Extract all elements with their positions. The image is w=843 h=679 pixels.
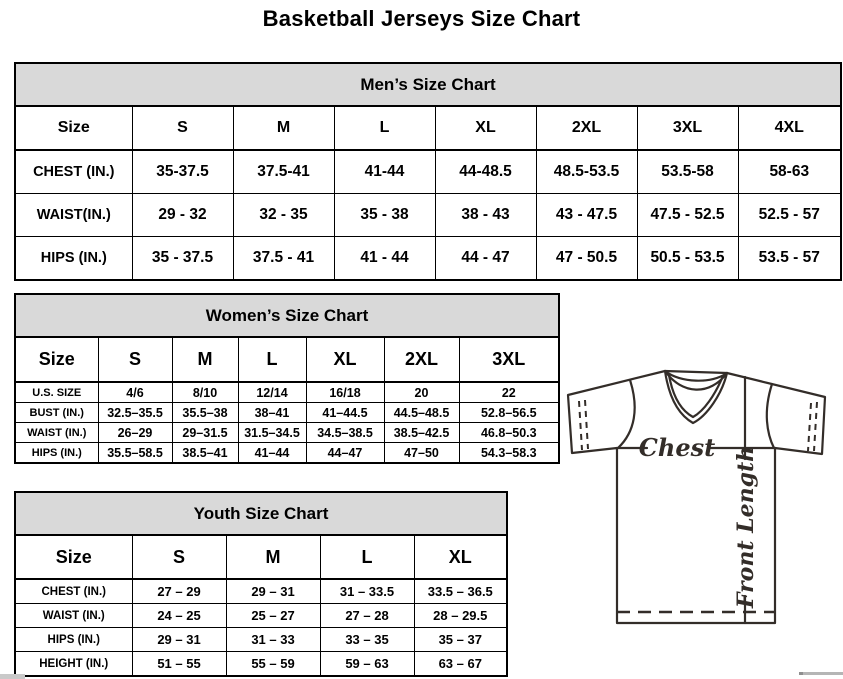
womens-col-header-6: 3XL [459,337,559,382]
mens-cell: 32 - 35 [233,194,334,237]
mens-cell: 29 - 32 [132,194,233,237]
mens-row-label-2: HIPS (IN.) [15,237,132,281]
womens-row-2 [15,423,559,443]
youth-row-1 [15,604,507,628]
youth-cell: 27 – 28 [320,604,414,628]
mens-cell: 35 - 37.5 [132,237,233,281]
youth-cell: 31 – 33 [226,628,320,652]
womens-cell: 38–41 [238,403,306,423]
womens-row-0 [15,382,559,403]
mens-row-1 [15,194,841,237]
mens-cell: 50.5 - 53.5 [637,237,738,281]
mens-cell: 58-63 [738,150,841,194]
womens-caption-row [15,294,559,337]
mens-row-label-0: CHEST (IN.) [15,150,132,194]
womens-cell: 20 [384,382,459,403]
right-cuff-dashed-line [814,402,817,451]
womens-cell: 52.8–56.5 [459,403,559,423]
womens-cell: 22 [459,382,559,403]
youth-header-row [15,535,507,579]
youth-row-label-3: HEIGHT (IN.) [15,652,132,677]
womens-col-header-5: 2XL [384,337,459,382]
mens-cell: 53.5-58 [637,150,738,194]
womens-cell: 44–47 [306,443,384,464]
womens-cell: 31.5–34.5 [238,423,306,443]
mens-cell: 47 - 50.5 [536,237,637,281]
womens-col-header-0: Size [15,337,98,382]
mens-cell: 38 - 43 [435,194,536,237]
youth-cell: 27 – 29 [132,579,226,604]
youth-cell: 55 – 59 [226,652,320,677]
womens-col-header-3: L [238,337,306,382]
mens-cell: 37.5-41 [233,150,334,194]
womens-col-header-2: M [172,337,238,382]
womens-cell: 12/14 [238,382,306,403]
youth-size-chart-table [14,491,508,677]
left-armhole-seam [618,380,635,448]
youth-cell: 24 – 25 [132,604,226,628]
mens-cell: 47.5 - 52.5 [637,194,738,237]
womens-cell: 38.5–41 [172,443,238,464]
youth-cell: 33 – 35 [320,628,414,652]
youth-cell: 29 – 31 [226,579,320,604]
mens-cell: 53.5 - 57 [738,237,841,281]
mens-cell: 35 - 38 [334,194,435,237]
mens-cell: 44-48.5 [435,150,536,194]
womens-cell: 34.5–38.5 [306,423,384,443]
left-cuff-dashed-line [585,400,588,449]
youth-col-header-1: S [132,535,226,579]
youth-col-header-3: L [320,535,414,579]
womens-cell: 8/10 [172,382,238,403]
womens-row-1 [15,403,559,423]
youth-cell: 51 – 55 [132,652,226,677]
mens-col-header-2: M [233,106,334,150]
youth-caption-row [15,492,507,535]
youth-chart-title: Youth Size Chart [15,492,507,535]
womens-row-label-0: U.S. SIZE [15,382,98,403]
mens-row-0 [15,150,841,194]
womens-cell: 29–31.5 [172,423,238,443]
mens-col-header-7: 4XL [738,106,841,150]
womens-size-chart-table [14,293,560,464]
jersey-measurement-diagram [558,362,838,632]
womens-cell: 32.5–35.5 [98,403,172,423]
mens-header-row [15,106,841,150]
mens-cell: 43 - 47.5 [536,194,637,237]
youth-col-header-2: M [226,535,320,579]
mens-row-2 [15,237,841,281]
horizontal-scrollbar-fragment-left[interactable] [0,674,25,679]
jersey-outline [568,371,825,623]
youth-cell: 28 – 29.5 [414,604,507,628]
youth-row-label-1: WAIST (IN.) [15,604,132,628]
womens-cell: 41–44.5 [306,403,384,423]
right-cuff-dashed-line [808,403,811,451]
womens-cell: 44.5–48.5 [384,403,459,423]
mens-col-header-3: L [334,106,435,150]
womens-row-3 [15,443,559,464]
youth-cell: 63 – 67 [414,652,507,677]
youth-row-2 [15,628,507,652]
mens-col-header-6: 3XL [637,106,738,150]
horizontal-scrollbar-fragment-right[interactable] [799,672,843,675]
front-length-label: Front Length [733,445,759,609]
womens-cell: 26–29 [98,423,172,443]
womens-cell: 16/18 [306,382,384,403]
mens-col-header-0: Size [15,106,132,150]
youth-col-header-4: XL [414,535,507,579]
womens-row-label-2: WAIST (IN.) [15,423,98,443]
womens-col-header-1: S [98,337,172,382]
womens-row-label-1: BUST (IN.) [15,403,98,423]
womens-cell: 41–44 [238,443,306,464]
womens-cell: 35.5–38 [172,403,238,423]
left-cuff-dashed-line [579,401,582,450]
chest-label: Chest [638,433,716,462]
youth-cell: 33.5 – 36.5 [414,579,507,604]
right-armhole-seam [767,384,774,448]
youth-cell: 59 – 63 [320,652,414,677]
womens-cell: 46.8–50.3 [459,423,559,443]
mens-chart-title: Men’s Size Chart [15,63,841,106]
womens-cell: 54.3–58.3 [459,443,559,464]
mens-cell: 52.5 - 57 [738,194,841,237]
mens-cell: 44 - 47 [435,237,536,281]
youth-row-0 [15,579,507,604]
womens-col-header-4: XL [306,337,384,382]
mens-cell: 35-37.5 [132,150,233,194]
womens-cell: 38.5–42.5 [384,423,459,443]
mens-col-header-4: XL [435,106,536,150]
mens-col-header-1: S [132,106,233,150]
mens-caption-row [15,63,841,106]
youth-cell: 35 – 37 [414,628,507,652]
womens-cell: 47–50 [384,443,459,464]
youth-col-header-0: Size [15,535,132,579]
youth-cell: 25 – 27 [226,604,320,628]
mens-size-chart-table [14,62,842,281]
womens-header-row [15,337,559,382]
womens-cell: 4/6 [98,382,172,403]
youth-cell: 31 – 33.5 [320,579,414,604]
womens-row-label-3: HIPS (IN.) [15,443,98,464]
youth-row-label-2: HIPS (IN.) [15,628,132,652]
youth-cell: 29 – 31 [132,628,226,652]
womens-chart-title: Women’s Size Chart [15,294,559,337]
mens-cell: 48.5-53.5 [536,150,637,194]
youth-row-3 [15,652,507,677]
mens-col-header-5: 2XL [536,106,637,150]
mens-cell: 41 - 44 [334,237,435,281]
mens-cell: 41-44 [334,150,435,194]
mens-cell: 37.5 - 41 [233,237,334,281]
youth-row-label-0: CHEST (IN.) [15,579,132,604]
page-title: Basketball Jerseys Size Chart [262,6,581,31]
womens-cell: 35.5–58.5 [98,443,172,464]
mens-row-label-1: WAIST(IN.) [15,194,132,237]
